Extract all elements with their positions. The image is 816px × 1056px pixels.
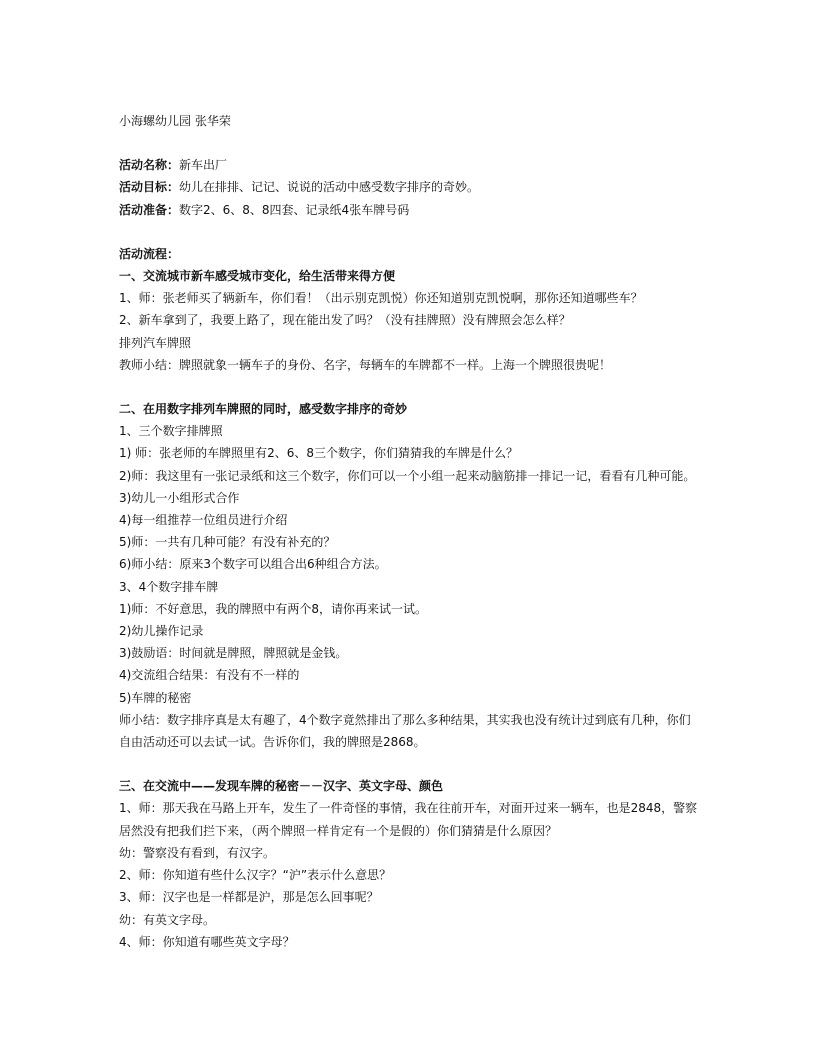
section-2-line: 2)幼儿操作记录	[119, 624, 204, 639]
section-1-line: 1、师：张老师买了辆新车，你们看！（出示别克凯悦）你还知道别克凯悦啊，那你还知道哪些车？	[119, 291, 643, 306]
section-2-line: 3)鼓励语：时间就是牌照，牌照就是金钱。	[119, 646, 348, 661]
activity-goal-label: 活动目标：	[119, 180, 180, 195]
section-3-line: 4、师：你知道有哪些英文字母？	[119, 934, 295, 949]
section-1-summary: 教师小结：牌照就象一辆车子的身份、名字，每辆车的车牌都不一样。上海一个牌照很贵呢！	[119, 357, 612, 372]
section-3-line: 幼：警察没有看到，有汉字。	[119, 845, 276, 860]
section-3-line: 2、师：你知道有些什么汉字？“沪”表示什么意思？	[119, 868, 392, 883]
section-2-line: 1、三个数字排牌照	[119, 424, 223, 439]
section-2-line: 1) 师：张老师的车牌照里有2、6、8三个数字，你们猜猜我的车牌是什么？	[119, 446, 519, 461]
activity-goal	[119, 176, 699, 198]
activity-name-label: 活动名称：	[119, 158, 180, 173]
author-line: 小海螺幼儿园 张华荣	[119, 114, 231, 128]
section-2-line: 3、4个数字排车牌	[119, 579, 219, 594]
section-2-line: 3)幼儿一小组形式合作	[119, 490, 240, 505]
activity-prep-value: 数字2、6、8、8四套、记录纸4张车牌号码	[179, 202, 410, 217]
activity-name-value: 新车出厂	[179, 158, 228, 173]
document-body	[119, 110, 699, 953]
section-2-title: 二、在用数字排列车牌照的同时，感受数字排序的奇妙	[119, 402, 408, 417]
process-label: 活动流程：	[119, 246, 180, 261]
section-3-line: 3、师：汉字也是一样都是沪，那是怎么回事呢？	[119, 890, 379, 905]
section-2-line: 4)每一组推荐一位组员进行介绍	[119, 513, 288, 528]
section-2-line: 2)师：我这里有一张记录纸和这三个数字，你们可以一个小组一起来动脑筋排一排记一记，看看有几种可能。	[119, 468, 696, 483]
activity-goal-value: 幼儿在排排、记记、说说的活动中感受数字排序的奇妙。	[179, 180, 480, 195]
section-1-title: 一、交流城市新车感受城市变化，给生活带来得方便	[119, 269, 396, 284]
section-2-line: 4)交流组合结果：有没有不一样的	[119, 668, 300, 683]
section-2-line: 1)师：不好意思，我的牌照中有两个8，请你再来试一试。	[119, 601, 427, 616]
section-2-line: 5)车牌的秘密	[119, 690, 192, 705]
activity-prep	[119, 199, 699, 221]
section-2-line: 5)师：一共有几种可能？有没有补充的？	[119, 535, 336, 550]
section-3-line: 幼：有英文字母。	[119, 912, 216, 927]
activity-name	[119, 154, 699, 176]
section-1-line: 排列汽车牌照	[119, 335, 192, 350]
section-3-line: 1、师：那天我在马路上开车，发生了一件奇怪的事情，我在往前开车，对面开过来一辆车，也是2848，警察居然没有把我们拦下来，（两个牌照一样肯定有一个是假的）你们猜猜是什么原因？	[119, 801, 698, 838]
section-1-line: 2、新车拿到了，我要上路了，现在能出发了吗？（没有挂牌照）没有牌照会怎么样？	[119, 313, 571, 328]
section-2-line: 6)师小结：原来3个数字可以组合出6种组合方法。	[119, 557, 387, 572]
section-2-summary: 师小结：数字排序真是太有趣了，4个数字竟然排出了那么多种结果，其实我也没有统计过到底有几种，你们自由活动还可以去试一试。告诉你们，我的牌照是2868。	[119, 712, 691, 750]
activity-prep-label: 活动准备：	[119, 202, 180, 217]
section-3-title: 三、在交流中——发现车牌的秘密－－汉字、英文字母、颜色	[119, 779, 444, 794]
